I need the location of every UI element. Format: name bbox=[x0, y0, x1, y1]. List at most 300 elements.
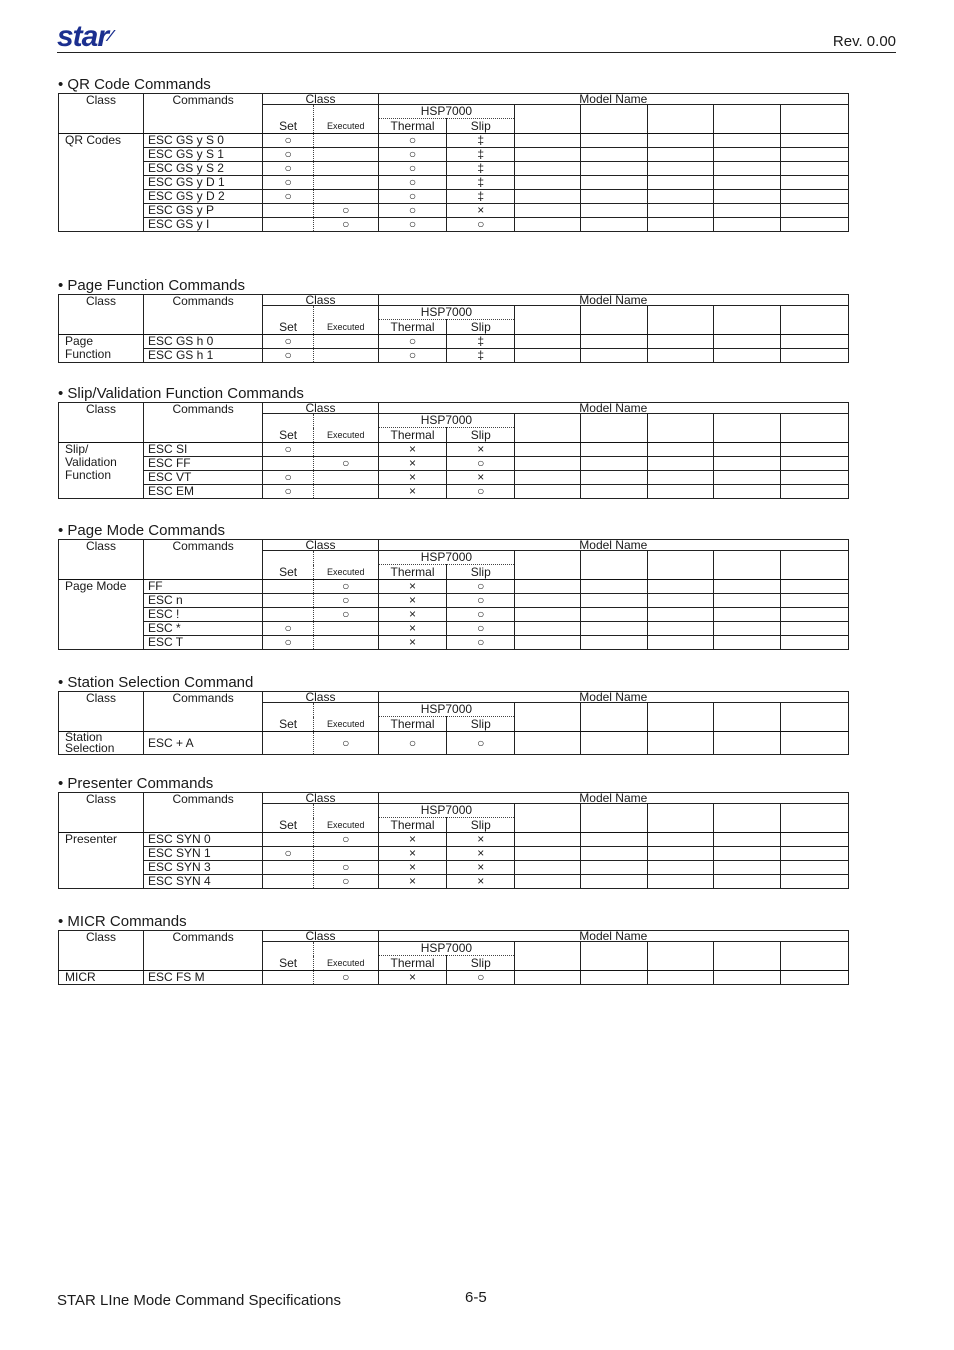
executed-cell: ○ bbox=[313, 608, 378, 622]
thermal-cell: × bbox=[378, 636, 447, 650]
empty-model-cell bbox=[781, 594, 849, 608]
slip-cell: × bbox=[447, 847, 515, 861]
executed-cell bbox=[313, 847, 378, 861]
empty-model-header bbox=[515, 105, 581, 134]
command-cell: ESC GS y I bbox=[143, 218, 262, 232]
section-title: • Page Mode Commands bbox=[58, 522, 225, 539]
empty-model-header bbox=[515, 703, 581, 732]
section-6 bbox=[58, 913, 849, 985]
empty-model-header bbox=[580, 414, 647, 443]
table-row bbox=[59, 218, 849, 232]
executed-cell: ○ bbox=[313, 457, 378, 471]
empty-model-cell bbox=[647, 580, 714, 594]
empty-model-cell bbox=[647, 204, 714, 218]
empty-model-cell bbox=[781, 349, 849, 363]
star-logo bbox=[57, 22, 111, 52]
empty-model-cell bbox=[781, 162, 849, 176]
thermal-cell: ○ bbox=[378, 335, 447, 349]
commands-column-header: Commands bbox=[143, 94, 262, 134]
thermal-cell: × bbox=[378, 861, 447, 875]
section-3 bbox=[58, 522, 849, 650]
set-cell bbox=[263, 971, 314, 985]
empty-model-cell bbox=[580, 847, 647, 861]
set-cell bbox=[263, 594, 314, 608]
table-row bbox=[59, 971, 849, 985]
empty-model-cell bbox=[781, 971, 849, 985]
model-name-header: Model Name bbox=[378, 540, 848, 551]
empty-model-cell bbox=[647, 134, 714, 148]
empty-model-cell bbox=[515, 622, 581, 636]
class-group-header: Class bbox=[263, 295, 378, 306]
executed-cell bbox=[313, 349, 378, 363]
set-cell: ○ bbox=[263, 148, 314, 162]
command-cell: ESC GS y S 0 bbox=[143, 134, 262, 148]
table-row bbox=[59, 580, 849, 594]
empty-model-cell bbox=[781, 580, 849, 594]
executed-column-header: Executed bbox=[313, 942, 378, 971]
thermal-cell: ○ bbox=[378, 148, 447, 162]
executed-cell: ○ bbox=[313, 580, 378, 594]
commands-column-header: Commands bbox=[143, 931, 262, 971]
empty-model-cell bbox=[714, 443, 781, 457]
table-row bbox=[59, 594, 849, 608]
empty-model-cell bbox=[515, 162, 581, 176]
class-label-line: Slip/ bbox=[65, 442, 89, 456]
empty-model-cell bbox=[714, 471, 781, 485]
empty-model-header bbox=[714, 306, 781, 335]
section-title: • Slip/Validation Function Commands bbox=[58, 385, 304, 402]
table-row bbox=[59, 190, 849, 204]
table-row bbox=[59, 335, 849, 349]
empty-model-header bbox=[714, 414, 781, 443]
thermal-column-header: Thermal bbox=[378, 428, 447, 443]
empty-model-header bbox=[580, 703, 647, 732]
empty-model-cell bbox=[647, 485, 714, 499]
section-title: • QR Code Commands bbox=[58, 76, 211, 93]
table-row bbox=[59, 847, 849, 861]
empty-model-cell bbox=[580, 594, 647, 608]
executed-cell: ○ bbox=[313, 594, 378, 608]
empty-model-cell bbox=[714, 971, 781, 985]
slip-column-header: Slip bbox=[447, 956, 515, 971]
empty-model-cell bbox=[781, 457, 849, 471]
thermal-cell: × bbox=[378, 608, 447, 622]
thermal-column-header: Thermal bbox=[378, 565, 447, 580]
thermal-cell: × bbox=[378, 457, 447, 471]
empty-model-cell bbox=[580, 636, 647, 650]
empty-model-cell bbox=[781, 471, 849, 485]
set-cell bbox=[263, 875, 314, 889]
empty-model-cell bbox=[515, 971, 581, 985]
empty-model-cell bbox=[781, 148, 849, 162]
slip-cell: ○ bbox=[447, 732, 515, 755]
empty-model-cell bbox=[580, 204, 647, 218]
set-cell bbox=[263, 833, 314, 847]
table-row bbox=[59, 875, 849, 889]
command-cell: ESC T bbox=[143, 636, 262, 650]
table-row bbox=[59, 833, 849, 847]
class-label: Presenter bbox=[59, 833, 144, 889]
set-cell: ○ bbox=[263, 134, 314, 148]
class-label-line: Function bbox=[65, 468, 112, 482]
thermal-column-header: Thermal bbox=[378, 119, 447, 134]
thermal-column-header: Thermal bbox=[378, 956, 447, 971]
command-cell: ESC GS h 1 bbox=[143, 349, 262, 363]
revision-label: Rev. 0.00 bbox=[832, 33, 896, 50]
empty-model-cell bbox=[515, 349, 581, 363]
slip-column-header: Slip bbox=[447, 565, 515, 580]
empty-model-cell bbox=[515, 204, 581, 218]
executed-column-header: Executed bbox=[313, 804, 378, 833]
page-number: 6-5 bbox=[465, 1289, 487, 1306]
empty-model-cell bbox=[714, 594, 781, 608]
executed-cell bbox=[313, 176, 378, 190]
slip-column-header: Slip bbox=[447, 717, 515, 732]
empty-model-cell bbox=[515, 190, 581, 204]
command-cell: ESC SYN 0 bbox=[143, 833, 262, 847]
class-group-header: Class bbox=[263, 94, 378, 105]
empty-model-cell bbox=[515, 847, 581, 861]
section-title: • Page Function Commands bbox=[58, 277, 246, 294]
empty-model-cell bbox=[781, 176, 849, 190]
executed-column-header: Executed bbox=[313, 414, 378, 443]
executed-cell: ○ bbox=[313, 833, 378, 847]
executed-column-header: Executed bbox=[313, 105, 378, 134]
empty-model-cell bbox=[580, 190, 647, 204]
slip-cell: × bbox=[447, 204, 515, 218]
empty-model-cell bbox=[714, 204, 781, 218]
command-cell: ESC ! bbox=[143, 608, 262, 622]
empty-model-cell bbox=[781, 134, 849, 148]
set-column-header: Set bbox=[263, 551, 314, 580]
empty-model-cell bbox=[647, 622, 714, 636]
set-cell: ○ bbox=[263, 335, 314, 349]
empty-model-cell bbox=[515, 636, 581, 650]
slip-cell: ○ bbox=[447, 580, 515, 594]
empty-model-cell bbox=[647, 457, 714, 471]
slip-cell: × bbox=[447, 861, 515, 875]
empty-model-cell bbox=[647, 176, 714, 190]
class-label bbox=[59, 335, 144, 363]
class-label bbox=[59, 443, 144, 499]
command-cell: ESC GS y D 2 bbox=[143, 190, 262, 204]
class-label-line: Validation bbox=[65, 455, 117, 469]
executed-cell bbox=[313, 443, 378, 457]
set-cell: ○ bbox=[263, 176, 314, 190]
empty-model-cell bbox=[647, 148, 714, 162]
section-title: • MICR Commands bbox=[58, 913, 187, 930]
slip-column-header: Slip bbox=[447, 320, 515, 335]
model-hsp7000-header: HSP7000 bbox=[378, 804, 515, 818]
empty-model-cell bbox=[647, 875, 714, 889]
thermal-column-header: Thermal bbox=[378, 320, 447, 335]
model-name-header: Model Name bbox=[378, 793, 848, 804]
class-label bbox=[59, 732, 144, 755]
empty-model-cell bbox=[714, 176, 781, 190]
empty-model-cell bbox=[781, 622, 849, 636]
set-cell: ○ bbox=[263, 847, 314, 861]
thermal-cell: ○ bbox=[378, 162, 447, 176]
empty-model-header bbox=[714, 942, 781, 971]
model-hsp7000-header: HSP7000 bbox=[378, 105, 515, 119]
executed-cell: ○ bbox=[313, 875, 378, 889]
slip-cell: ○ bbox=[447, 485, 515, 499]
executed-cell bbox=[313, 148, 378, 162]
empty-model-header bbox=[647, 942, 714, 971]
set-cell: ○ bbox=[263, 443, 314, 457]
thermal-cell: ○ bbox=[378, 349, 447, 363]
command-table bbox=[58, 539, 849, 650]
slip-cell: ‡ bbox=[447, 349, 515, 363]
empty-model-cell bbox=[647, 471, 714, 485]
slip-cell: ○ bbox=[447, 457, 515, 471]
empty-model-cell bbox=[781, 847, 849, 861]
set-cell bbox=[263, 732, 314, 755]
empty-model-header bbox=[781, 414, 849, 443]
slip-cell: ‡ bbox=[447, 162, 515, 176]
empty-model-cell bbox=[781, 732, 849, 755]
table-row bbox=[59, 134, 849, 148]
empty-model-cell bbox=[647, 162, 714, 176]
empty-model-header bbox=[580, 306, 647, 335]
class-label-line: Function bbox=[65, 347, 112, 361]
model-hsp7000-header: HSP7000 bbox=[378, 942, 515, 956]
empty-model-cell bbox=[580, 218, 647, 232]
empty-model-cell bbox=[580, 443, 647, 457]
empty-model-cell bbox=[781, 608, 849, 622]
empty-model-cell bbox=[647, 349, 714, 363]
commands-column-header: Commands bbox=[143, 793, 262, 833]
empty-model-cell bbox=[580, 580, 647, 594]
empty-model-cell bbox=[515, 218, 581, 232]
set-cell bbox=[263, 580, 314, 594]
table-row bbox=[59, 471, 849, 485]
command-cell: ESC GS y D 1 bbox=[143, 176, 262, 190]
class-column-header: Class bbox=[59, 540, 144, 580]
class-column-header: Class bbox=[59, 403, 144, 443]
empty-model-header bbox=[515, 551, 581, 580]
empty-model-cell bbox=[714, 349, 781, 363]
empty-model-header bbox=[714, 551, 781, 580]
slip-cell: ○ bbox=[447, 971, 515, 985]
executed-cell bbox=[313, 622, 378, 636]
empty-model-cell bbox=[515, 457, 581, 471]
empty-model-cell bbox=[647, 732, 714, 755]
class-label: QR Codes bbox=[59, 134, 144, 232]
empty-model-cell bbox=[714, 732, 781, 755]
thermal-cell: × bbox=[378, 580, 447, 594]
empty-model-cell bbox=[714, 608, 781, 622]
empty-model-cell bbox=[647, 218, 714, 232]
empty-model-cell bbox=[580, 176, 647, 190]
empty-model-cell bbox=[647, 443, 714, 457]
thermal-cell: × bbox=[378, 833, 447, 847]
empty-model-cell bbox=[580, 162, 647, 176]
executed-cell bbox=[313, 134, 378, 148]
thermal-cell: ○ bbox=[378, 218, 447, 232]
slip-column-header: Slip bbox=[447, 428, 515, 443]
command-table bbox=[58, 792, 849, 889]
set-cell: ○ bbox=[263, 622, 314, 636]
table-row bbox=[59, 443, 849, 457]
empty-model-cell bbox=[580, 833, 647, 847]
table-row bbox=[59, 176, 849, 190]
table-row bbox=[59, 636, 849, 650]
thermal-cell: × bbox=[378, 875, 447, 889]
section-2 bbox=[58, 385, 849, 499]
empty-model-cell bbox=[647, 861, 714, 875]
set-cell bbox=[263, 204, 314, 218]
executed-column-header: Executed bbox=[313, 703, 378, 732]
class-label-line: Station bbox=[65, 731, 103, 744]
slip-cell: ‡ bbox=[447, 134, 515, 148]
table-row bbox=[59, 457, 849, 471]
class-group-header: Class bbox=[263, 403, 378, 414]
empty-model-cell bbox=[515, 580, 581, 594]
empty-model-cell bbox=[515, 485, 581, 499]
table-row bbox=[59, 204, 849, 218]
empty-model-cell bbox=[580, 471, 647, 485]
empty-model-cell bbox=[580, 622, 647, 636]
empty-model-header bbox=[580, 105, 647, 134]
empty-model-header bbox=[781, 942, 849, 971]
thermal-column-header: Thermal bbox=[378, 717, 447, 732]
footer-title: STAR LIne Mode Command Specifications bbox=[57, 1292, 342, 1309]
executed-column-header: Executed bbox=[313, 306, 378, 335]
class-group-header: Class bbox=[263, 540, 378, 551]
slip-cell: ○ bbox=[447, 636, 515, 650]
section-5 bbox=[58, 775, 849, 889]
class-label-line: Selection bbox=[65, 741, 115, 755]
empty-model-cell bbox=[781, 335, 849, 349]
executed-cell bbox=[313, 190, 378, 204]
set-cell: ○ bbox=[263, 190, 314, 204]
slip-cell: ○ bbox=[447, 594, 515, 608]
section-0 bbox=[58, 76, 849, 232]
empty-model-cell bbox=[714, 335, 781, 349]
thermal-cell: ○ bbox=[378, 134, 447, 148]
set-column-header: Set bbox=[263, 306, 314, 335]
set-cell bbox=[263, 608, 314, 622]
empty-model-cell bbox=[781, 204, 849, 218]
executed-cell: ○ bbox=[313, 861, 378, 875]
empty-model-cell bbox=[781, 875, 849, 889]
class-column-header: Class bbox=[59, 793, 144, 833]
empty-model-cell bbox=[580, 457, 647, 471]
set-cell: ○ bbox=[263, 349, 314, 363]
empty-model-cell bbox=[714, 485, 781, 499]
empty-model-cell bbox=[647, 847, 714, 861]
command-cell: ESC n bbox=[143, 594, 262, 608]
empty-model-header bbox=[647, 105, 714, 134]
thermal-cell: × bbox=[378, 443, 447, 457]
set-cell: ○ bbox=[263, 636, 314, 650]
set-column-header: Set bbox=[263, 414, 314, 443]
set-column-header: Set bbox=[263, 105, 314, 134]
empty-model-cell bbox=[580, 732, 647, 755]
class-column-header: Class bbox=[59, 692, 144, 732]
empty-model-header bbox=[580, 942, 647, 971]
set-cell: ○ bbox=[263, 162, 314, 176]
empty-model-cell bbox=[781, 833, 849, 847]
empty-model-header bbox=[647, 703, 714, 732]
empty-model-header bbox=[515, 942, 581, 971]
model-hsp7000-header: HSP7000 bbox=[378, 306, 515, 320]
empty-model-cell bbox=[580, 861, 647, 875]
command-cell: ESC GS y S 2 bbox=[143, 162, 262, 176]
model-name-header: Model Name bbox=[378, 692, 848, 703]
section-title: • Presenter Commands bbox=[58, 775, 214, 792]
thermal-cell: ○ bbox=[378, 204, 447, 218]
table-row bbox=[59, 608, 849, 622]
empty-model-header bbox=[580, 804, 647, 833]
empty-model-cell bbox=[714, 847, 781, 861]
command-cell: ESC GS y S 1 bbox=[143, 148, 262, 162]
command-table bbox=[58, 294, 849, 363]
command-cell: ESC + A bbox=[143, 732, 262, 755]
slip-cell: ‡ bbox=[447, 148, 515, 162]
empty-model-cell bbox=[714, 218, 781, 232]
command-cell: ESC * bbox=[143, 622, 262, 636]
slip-cell: × bbox=[447, 443, 515, 457]
empty-model-cell bbox=[714, 134, 781, 148]
commands-column-header: Commands bbox=[143, 692, 262, 732]
thermal-cell: × bbox=[378, 485, 447, 499]
command-cell: FF bbox=[143, 580, 262, 594]
command-table bbox=[58, 402, 849, 499]
slip-column-header: Slip bbox=[447, 818, 515, 833]
empty-model-cell bbox=[714, 636, 781, 650]
empty-model-header bbox=[714, 804, 781, 833]
slip-cell: ‡ bbox=[447, 190, 515, 204]
command-cell: ESC SI bbox=[143, 443, 262, 457]
slip-cell: ○ bbox=[447, 622, 515, 636]
executed-cell: ○ bbox=[313, 732, 378, 755]
empty-model-cell bbox=[515, 471, 581, 485]
command-cell: ESC EM bbox=[143, 485, 262, 499]
thermal-cell: × bbox=[378, 971, 447, 985]
slip-cell: ○ bbox=[447, 218, 515, 232]
section-1 bbox=[58, 277, 849, 363]
table-row bbox=[59, 162, 849, 176]
empty-model-cell bbox=[515, 148, 581, 162]
command-table bbox=[58, 691, 849, 755]
empty-model-cell bbox=[515, 833, 581, 847]
empty-model-header bbox=[515, 306, 581, 335]
executed-cell: ○ bbox=[313, 204, 378, 218]
section-title: • Station Selection Command bbox=[58, 674, 254, 691]
executed-cell bbox=[313, 335, 378, 349]
executed-cell bbox=[313, 485, 378, 499]
set-cell bbox=[263, 218, 314, 232]
slip-cell: ○ bbox=[447, 608, 515, 622]
empty-model-cell bbox=[714, 457, 781, 471]
slip-cell: ‡ bbox=[447, 335, 515, 349]
commands-column-header: Commands bbox=[143, 540, 262, 580]
empty-model-cell bbox=[647, 636, 714, 650]
logo-text: star bbox=[57, 20, 109, 53]
model-hsp7000-header: HSP7000 bbox=[378, 703, 515, 717]
class-group-header: Class bbox=[263, 931, 378, 942]
class-group-header: Class bbox=[263, 692, 378, 703]
empty-model-cell bbox=[647, 833, 714, 847]
class-column-header: Class bbox=[59, 931, 144, 971]
empty-model-header bbox=[647, 551, 714, 580]
empty-model-header bbox=[647, 306, 714, 335]
commands-column-header: Commands bbox=[143, 295, 262, 335]
set-cell bbox=[263, 457, 314, 471]
empty-model-cell bbox=[580, 148, 647, 162]
